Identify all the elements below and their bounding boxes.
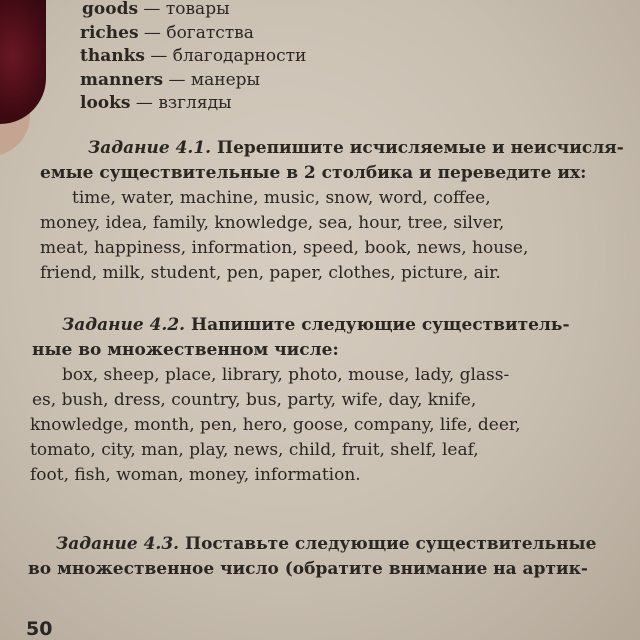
word-line: knowledge, month, pen, hero, goose, company, life, deer, <box>30 415 521 435</box>
vocab-english: goods <box>82 0 139 19</box>
dash: — <box>144 46 173 66</box>
task-4-1 <box>40 136 624 286</box>
task-heading-line: емые существительные в 2 столбика и переведите их: <box>40 163 587 183</box>
task-heading-line: Перепишите исчисляемые и неисчисля- <box>211 138 624 158</box>
word-line: time, water, machine, music, snow, word, coffee, <box>72 188 491 208</box>
vocab-russian: манеры <box>190 69 261 90</box>
dash: — <box>163 69 191 90</box>
word-line: money, idea, family, knowledge, sea, hour, tree, silver, <box>40 213 505 233</box>
task-heading <box>62 313 570 338</box>
word-line: friend, milk, student, pen, paper, clothes, picture, air. <box>40 263 501 283</box>
vocab-row <box>80 92 306 116</box>
task-4-3 <box>28 532 597 582</box>
vocabulary-list <box>80 0 306 116</box>
vocab-english: riches <box>80 22 139 43</box>
task-4-2 <box>30 313 570 488</box>
word-line: tomato, city, man, play, news, child, fruit, shelf, leaf, <box>30 440 479 460</box>
thumb-fingernail <box>0 0 46 124</box>
vocab-russian: взгляды <box>158 93 232 113</box>
vocab-row <box>80 0 306 22</box>
vocab-english: looks <box>80 93 131 113</box>
task-number: Задание 4.1. <box>88 138 212 158</box>
vocab-russian: товары <box>165 0 230 19</box>
word-line: foot, fish, woman, money, information. <box>30 465 361 485</box>
task-heading-line: ные во множественном числе: <box>32 340 339 360</box>
task-number: Задание 4.2. <box>62 315 186 335</box>
task-number: Задание 4.3. <box>56 534 180 554</box>
task-heading-line: Поставьте следующие существительные <box>179 534 597 554</box>
task-heading-line: во множественное число (обратите внимание на артик- <box>28 559 588 579</box>
task-heading-line: Напишите следующие существитель- <box>185 315 570 335</box>
dash: — <box>138 0 166 19</box>
word-line: es, bush, dress, country, bus, party, wife, day, knife, <box>32 390 477 410</box>
task-heading <box>56 532 596 557</box>
vocab-russian: богатства <box>166 22 254 43</box>
word-line: meat, happiness, information, speed, book, news, house, <box>40 238 529 258</box>
page-number: 50 <box>26 618 53 640</box>
vocab-row <box>80 22 306 46</box>
dash: — <box>130 93 159 113</box>
task-heading <box>40 136 624 161</box>
word-line: box, sheep, place, library, photo, mouse, lady, glass- <box>62 365 510 385</box>
vocab-russian: благодарности <box>172 46 307 66</box>
dash: — <box>138 22 167 43</box>
vocab-row <box>80 69 306 93</box>
vocab-english: thanks <box>80 46 145 66</box>
vocab-english: manners <box>80 69 164 90</box>
vocab-row <box>80 45 306 69</box>
